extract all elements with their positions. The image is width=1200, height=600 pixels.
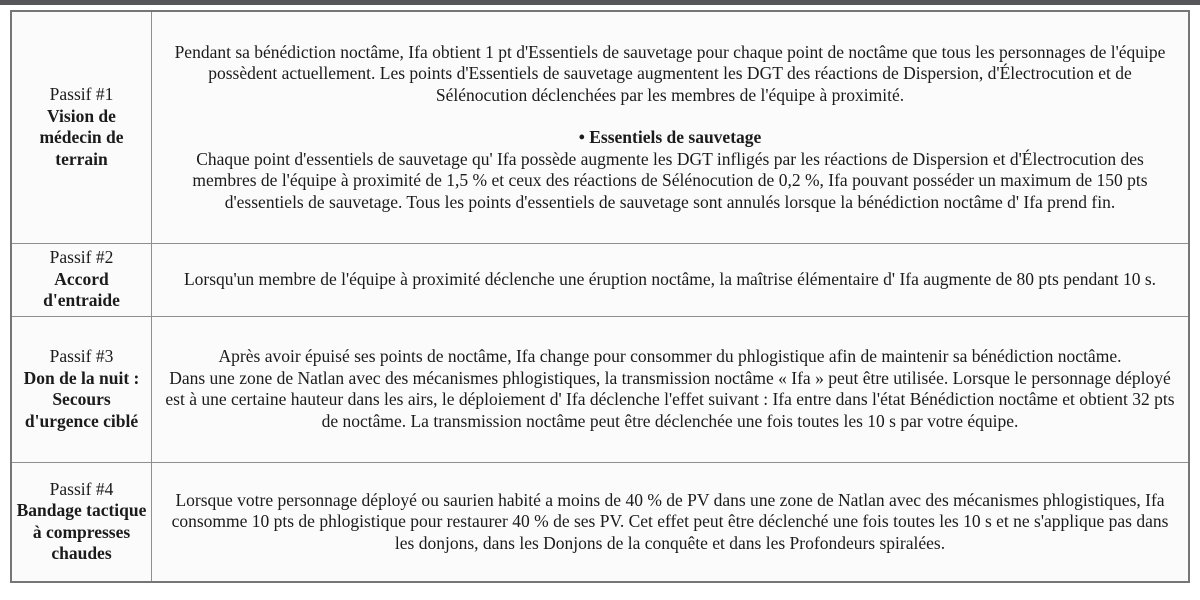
passive-3-title-cell [11,316,152,462]
table-row-passive-4 [11,462,1189,582]
passives-table [10,10,1190,583]
bullet-heading: • Essentiels de sauvetage [578,127,762,147]
description-paragraph: Lorsque votre personnage déployé ou saurien habité a moins de 40 % de PV dans une zone de Natlan avec des mécanismes phlogistiques, Ifa consomme 10 pts de phlogistique pour restaurer 40 % de ses PV. Cet effet peut être déclenché une fois toutes les 10 s et ne s'applique pas dans les donjons, dans les Donjons de la conquête et dans les Profondeurs spiralées. [171,489,1169,553]
table-row-passive-1 [11,11,1189,243]
passive-2-label: Passif #2 [49,247,114,268]
passive-4-label: Passif #4 [49,478,114,499]
description-paragraph: Chaque point d'essentiels de sauvetage qu' Ifa possède augmente les DGT infligés par les réactions de Dispersion et d'Électrocution des membres de l'équipe à proximité de 1,5 % et ceux des réactions de Sélénocution de 0,2 %, Ifa pouvant posséder un maximum de 150 pts d'essentiels de sauvetage. Tous les points d'essentiels de sauvetage sont annulés lorsque la bénédiction noctâme d' Ifa prend fin. [192,148,1148,212]
top-divider [0,0,1200,5]
passive-1-name: Vision de médecin de terrain [39,105,124,169]
passive-1-label: Passif #1 [49,84,114,105]
description-paragraph: Lorsqu'un membre de l'équipe à proximité déclenche une éruption noctâme, la maîtrise élémentaire d' Ifa augmente de 80 pts pendant 10 s. [183,268,1157,289]
passive-2-name: Accord d'entraide [43,268,120,311]
passive-1-title-cell [11,11,152,243]
passive-4-description-cell [152,462,1190,582]
passive-3-label: Passif #3 [49,346,114,366]
passive-2-title-cell [11,243,152,316]
passive-4-name: Bandage tactique à compresses chaudes [16,500,147,564]
table-row-passive-2 [11,243,1189,316]
passive-1-description-cell [152,11,1190,243]
passive-3-name: Don de la nuit : Secours d'urgence ciblé [23,367,140,431]
description-paragraph: Pendant sa bénédiction noctâme, Ifa obtient 1 pt d'Essentiels de sauvetage pour chaque point de noctâme que tous les personnages de l'équipe possèdent actuellement. Les points d'Essentiels de sauvetage augmentent les DGT des réactions de Dispersion, d'Électrocution et de Sélénocution déclenchées par les membres de l'équipe à proximité. [174,41,1166,105]
passive-3-description-cell [152,316,1190,462]
description-paragraph: Après avoir épuisé ses points de noctâme, Ifa change pour consommer du phlogistique afin de maintenir sa bénédiction noctâme. [218,346,1122,366]
description-paragraph: Dans une zone de Natlan avec des mécanismes phlogistiques, la transmission noctâme « Ifa » peut être utilisée. Lorsque le personnage déployé est à une certaine hauteur dans les airs, le déploiement d' Ifa déclenche l'effet suivant : Ifa entre dans l'état Bénédiction noctâme et obtient 32 pts de noctâme. La transmission noctâme peut être déclenchée une fois toutes les 10 s par votre équipe. [165,367,1175,431]
passive-2-description-cell [152,243,1190,316]
passive-4-title-cell [11,462,152,582]
table-row-passive-3 [11,316,1189,462]
